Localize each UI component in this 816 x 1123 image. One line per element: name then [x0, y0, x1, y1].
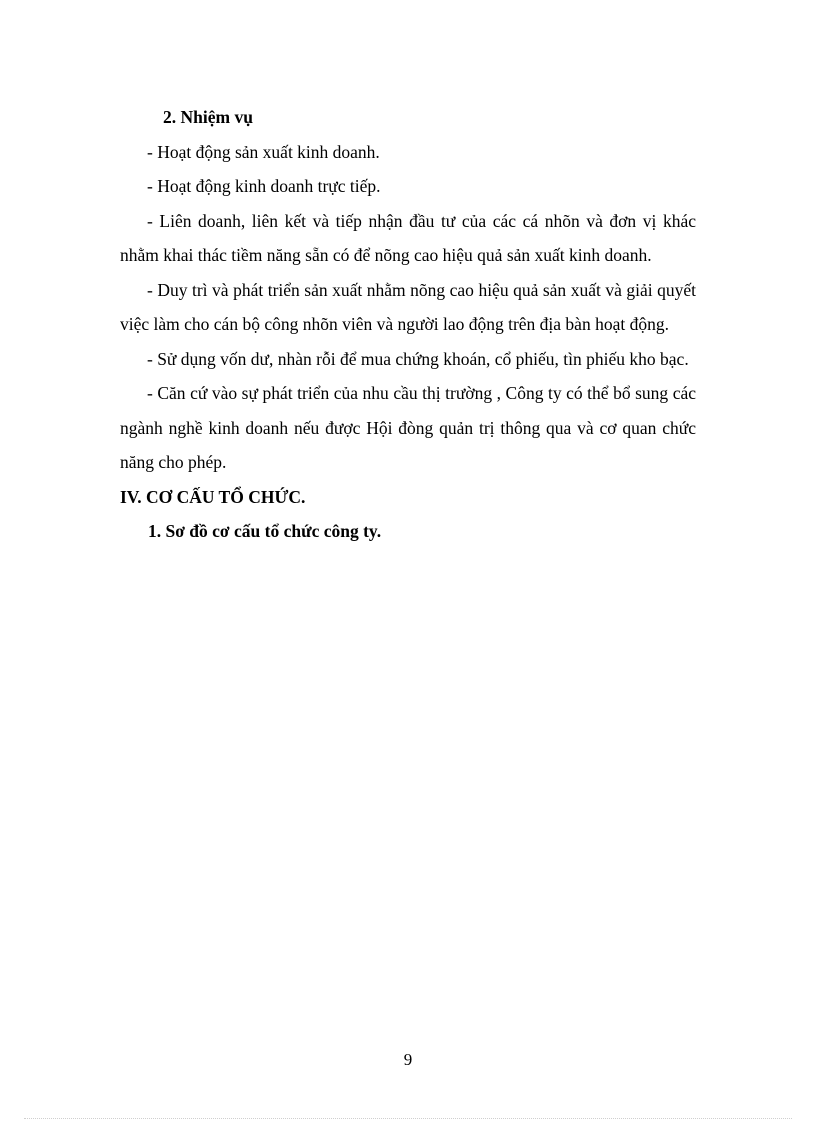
page-bottom-divider: [24, 1118, 792, 1119]
body-text: [120, 100, 696, 549]
paragraph-1: - Hoạt động sản xuất kinh doanh.: [147, 141, 380, 162]
paragraph-5: - Sử dụng vốn dư, nhàn rỗi để mua chứng khoán, cổ phiếu, tìn phiếu kho bạc.: [147, 348, 689, 369]
paragraph-6: - Căn cứ vào sự phát triển của nhu cầu thị trường , Công ty có thể bổ sung các ngành nghề kinh doanh nếu được Hội đòng quản trị thông qua và cơ quan chức năng cho phép.: [120, 383, 696, 472]
main-heading-organization: IV. CƠ CẤU TỔ CHỨC.: [120, 486, 306, 507]
paragraph-3: - Liên doanh, liên kết và tiếp nhận đầu tư của các cá nhõn và đơn vị khác nhằm khai thác tiềm năng sẵn có để nõng cao hiệu quả sản xuất kinh doanh.: [120, 210, 696, 265]
paragraph-4: - Duy trì và phát triển sản xuất nhằm nõng cao hiệu quả sản xuất và giải quyết việc làm cho cán bộ công nhõn viên và người lao động trên địa bàn hoạt động.: [120, 279, 696, 334]
page-number: 9: [403, 1050, 413, 1069]
section-heading-tasks: 2. Nhiệm vụ: [163, 107, 253, 127]
sub-heading-org-chart: 1. Sơ đồ cơ cấu tổ chức công ty.: [148, 521, 382, 541]
paragraph-2: - Hoạt động kinh doanh trực tiếp.: [147, 176, 381, 196]
